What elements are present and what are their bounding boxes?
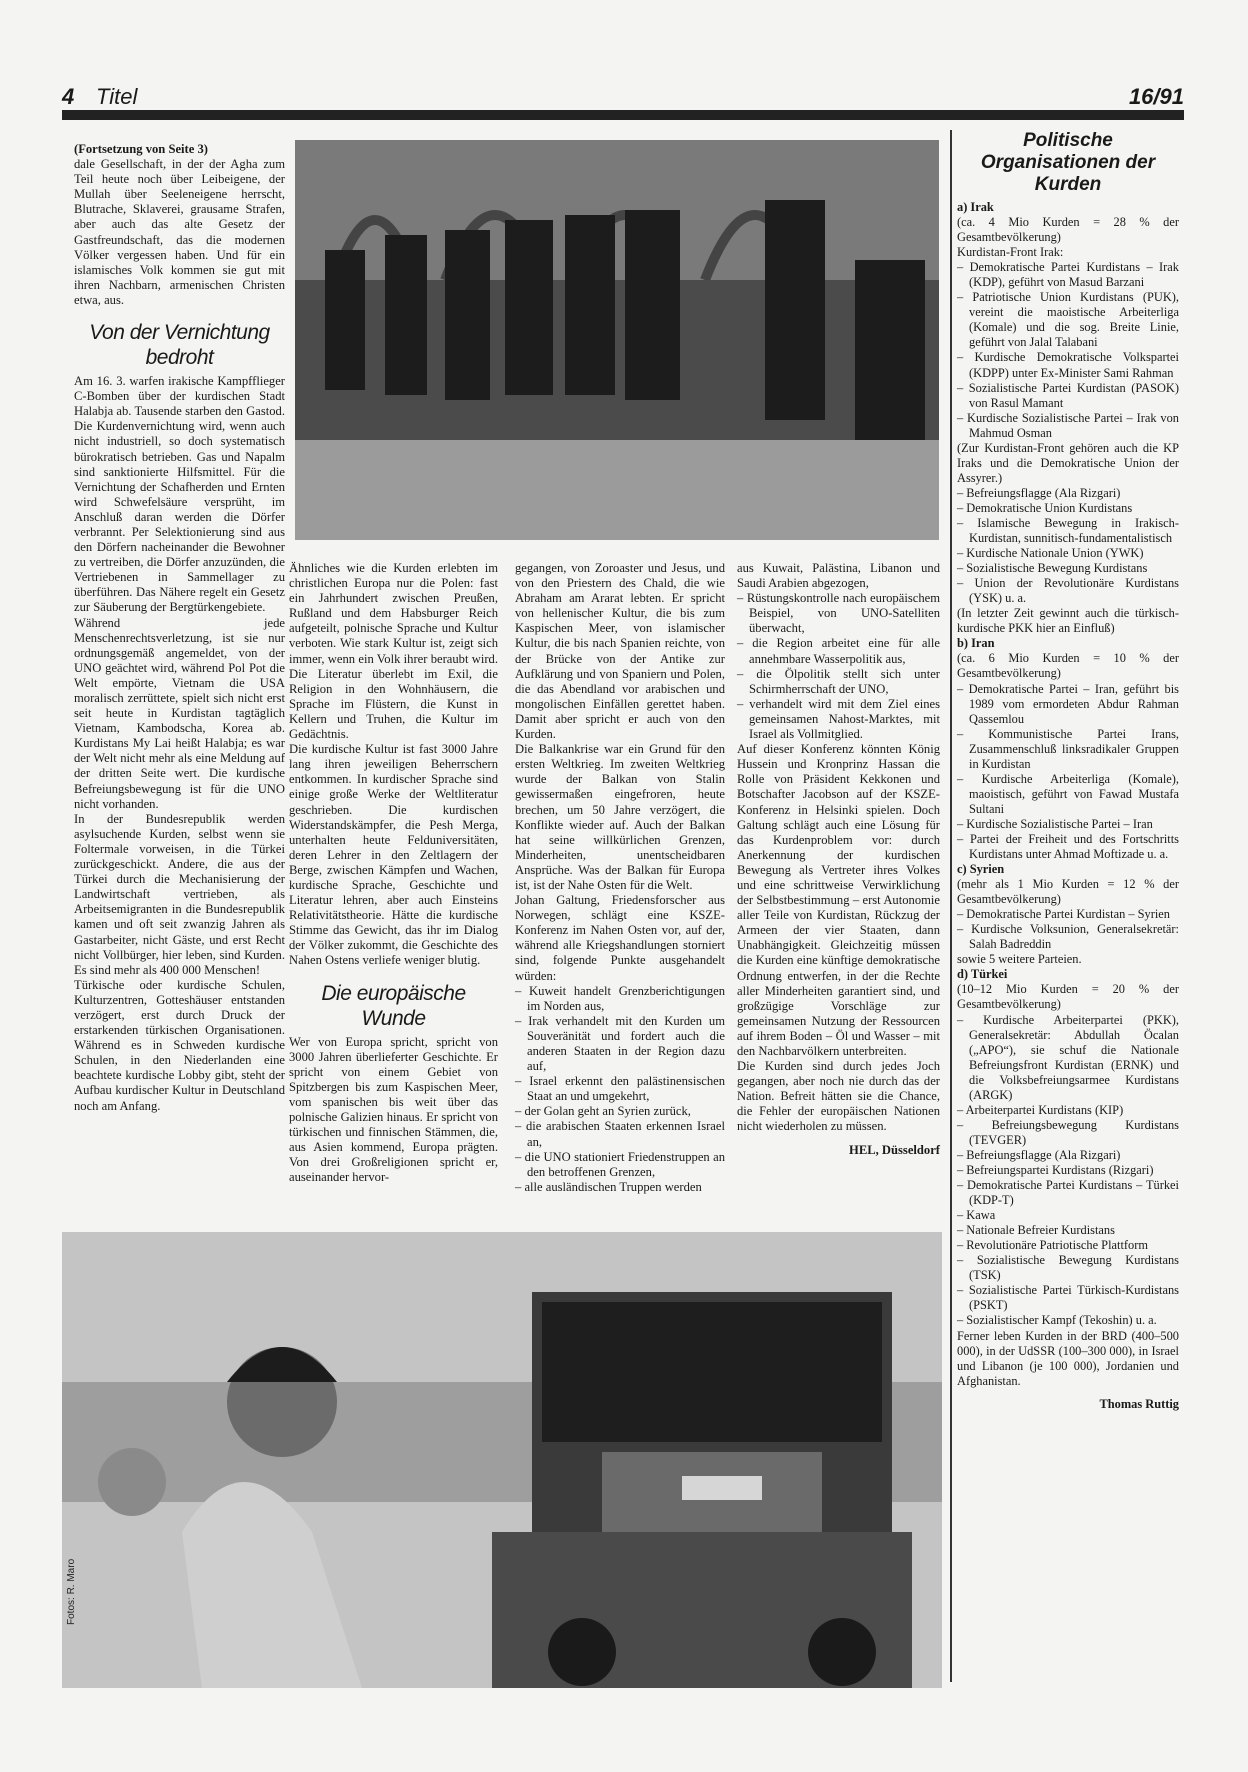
list-item: – Demokratische Partei – Iran, geführt bis 1989 vom ermordeten Abdur Rahman Qassemlou: [957, 681, 1179, 726]
list-item: – Union der Revolutionäre Kurdistans (YSK) u. a.: [957, 576, 1179, 606]
paragraph: Die kurdische Kultur ist fast 3000 Jahre lang ihren jeweiligen Beherrschern entkommen. In kurdischer Sprache sind einige große Werke der Weltliteratur geschrieben. Die kurdischen Widerstandskämpfer, die Pesh Merga, unterhalten heute Felduniversitäten, deren Lehrer in den Zeltlagern der Berge, zwischen Kämpfen und Wachen, kurdische Sprache, Geschichte und Literatur lehren, aber auch Einsteins Relativitätstheorie. Hätte die kurdische Stimme das Gewicht, das ihr im Dialog der Völker zukommt, die Geschichte des Nahen Ostens verliefe weniger blutig.: [289, 742, 498, 968]
photo-credit: Fotos: R. Maro: [66, 1558, 77, 1625]
list-item: – Befreiungspartei Kurdistans (Rizgari): [957, 1163, 1154, 1177]
list-item: – Sozialistische Partei Kurdistan (PASOK) von Rasul Mamant: [957, 380, 1179, 410]
irak-other-list: [957, 486, 1179, 606]
list-item: – Kurdische Arbeiterpartei (PKK), Generalsekretär: Abdullah Öcalan („APO“), sie schuf die Nationale Befreiungsfront Kurdistan (ERNK) und die Volksbefreiungsarmee Kurdistans (ARGK): [957, 1012, 1179, 1102]
sidebar-divider: [950, 130, 952, 1682]
list-item: – Befreiungsflagge (Ala Rizgari): [957, 485, 1121, 500]
list-item: – Israel erkennt den palästinensischen Staat an und umgekehrt,: [515, 1074, 725, 1104]
list-item: – Patriotische Union Kurdistans (PUK), vereint die maoistische Arbeiterliga (Komale) und die sog. Breite Linie, geführt von Jalal Talabani: [957, 290, 1179, 350]
continuation-note: (Fortsetzung von Seite 3): [74, 142, 208, 156]
prayer-scene-image: [295, 140, 939, 540]
list-item: – Sozialistische Partei Türkisch-Kurdistans (PSKT): [957, 1283, 1179, 1313]
paragraph: In der Bundesrepublik werden asylsuchende Kurden, selbst wenn sie Foltermale vorweisen, in die Türkei zurückgeschickt. Andere, die aus der Türkei durch die Mechanisierung der Landwirtschaft vertrieben, als Arbeitsemigranten in die Bundesrepublik kamen und oft seit zwanzig Jahren als Gastarbeiter, nicht Gäste, und erst Recht nicht Vollbürger, hier leben, sind Kurden. Es sind mehr als 400 000 Menschen!: [74, 811, 285, 977]
note: sowie 5 weitere Parteien.: [957, 952, 1082, 967]
list-item: – die UNO stationiert Friedenstruppen an den betroffenen Grenzen,: [515, 1149, 725, 1179]
column-3: [515, 561, 725, 1195]
sidebar-title: Politische Organisationen der Kurden: [980, 130, 1156, 195]
list-item: – Kurdische Volksunion, Generalsekretär: Salah Badreddin: [957, 922, 1179, 952]
list-item: – Revolutionäre Patriotische Plattform: [957, 1238, 1148, 1253]
paragraph: aus Kuwait, Palästina, Libanon und Saudi Arabien abgezogen,: [737, 561, 940, 591]
paragraph: Die Kurden sind durch jedes Joch gegangen, aber noch nie durch das der Nation. Befreit hätten sie die Chance, die Fehler der europäischen Nationen nicht wiederholen zu müssen.: [737, 1059, 940, 1134]
section-title: Titel: [96, 84, 138, 109]
paragraph: Auf dieser Konferenz könnten König Hussein und Kronprinz Hassan die Rolle von Präsident Kekkonen und Botschafter Jacobson auf der KSZE-Konferenz in Helsinki spielen. Doch Galtung schlägt auch eine Lösung für das Kurdenproblem vor: durch Anerkennung der kurdischen Bewegung als Vertreter ihres Volkes und eine schrittweise Verwirklichung der Selbstbestimmung – erst Autonomie aller Teile von Kurdistan, Rückzug der Armeen der vier Staaten, dann Unabhängigkeit. Gleichzeitig müssen die Kurden eine künftige demokratische Ordnung entwerfen, in der die Rechte aller Minderheiten garantiert sind, und großzügige Vorschläge zur gemeinsamen Nutzung der Ressourcen auf ihrem Boden – Öl und Wasser – mit den Nachbarvölkern unterbreiten.: [737, 742, 940, 1058]
paragraph: Ähnliches wie die Kurden erlebten im christlichen Europa nur die Polen: fast ein Jahrhundert zwischen Preußen, Rußland und dem Habsburger Reich aufgeteilt, polnische Sprache und Kultur verboten. Wie stark Kultur ist, zeigt sich immer, wenn ein Volk ihrer beraubt wird. Die Literatur überlebt im Exil, die Religion in den Wohnhäusern, die Sprache im Flüstern, die Kunst in Kellern und Truhen, die Kultur im Gedächtnis.: [289, 561, 498, 742]
page-number: 4: [62, 84, 75, 109]
column-4: [737, 561, 940, 1158]
list-item: – Demokratische Partei Kurdistan – Syrien: [957, 907, 1171, 922]
list-item: – die Ölpolitik stellt sich unter Schirmherrschaft der UNO,: [737, 666, 940, 696]
list-item: – Befreiungsflagge (Ala Rizgari): [957, 1147, 1121, 1162]
header-rule: [62, 110, 1184, 120]
list-item: – Demokratische Partei Kurdistans – Türkei (KDP-T): [957, 1178, 1179, 1208]
list-item: – der Golan geht an Syrien zurück,: [515, 1104, 691, 1119]
paragraph: Am 16. 3. warfen irakische Kampfflieger C-Bomben über der kurdischen Stadt Halabja ab. Tausende starben den Gastod. Die Kurdenvernichtung wird, wenn auch nicht industriell, so doch systematisch bürokratisch betrieben. Gas und Napalm sind sanktionierte Hilfsmittel. Für die Vernichtung der Schafherden und Ernten wird Schwefelsäure versprüht, im Anschluß daran werden die Dörfer verbrannt. Per Selektionierung sind aus den Dörfern nacheinander die Bewohner zu vertreiben, die Dörfer anzuzünden, die Vertriebenen in Sammellager zu überführen. Das Nähere regelt ein Gesetz zur Säuberung der Bergtürkengebiete.: [74, 374, 285, 615]
list-item: – Kuweit handelt Grenzberichtigungen im Norden aus,: [515, 983, 725, 1013]
note: (Zur Kurdistan-Front gehören auch die KP Iraks und die Demokratische Union der Assyrer.): [957, 440, 1179, 485]
paragraph: Johan Galtung, Friedensforscher aus Norwegen, schlägt eine KSZE-Konferenz im Nahen Osten vor, auf der, während alle Kriegshandlungen storniert sind, folgende Punkte ausgehandelt würden:: [515, 893, 725, 983]
list-item: – die arabischen Staaten erkennen Israel an,: [515, 1119, 725, 1149]
proposal-list-cont: [737, 591, 940, 742]
list-item: – Irak verhandelt mit den Kurden um Souveränität und fordert auch die anderen Staaten in der Region dazu auf,: [515, 1013, 725, 1074]
column-1: [74, 142, 285, 1114]
list-item: – Arbeiterpartei Kurdistans (KIP): [957, 1102, 1124, 1117]
list-item: – Kurdische Nationale Union (YWK): [957, 546, 1144, 561]
list-item: – Kurdische Sozialistische Partei – Iran: [957, 816, 1153, 831]
subheading: Von der Vernichtung bedroht: [89, 321, 270, 370]
paragraph: Wer von Europa spricht, spricht von 3000 Jahren überlieferter Geschichte. Er spricht von einem Gebiet von Spitzbergen bis zum Kaspischen Meer, vom spanischen bis weit über das polnische Galizien hinaus. Er spricht von türkischen und finnischen Stämmen, die, aus Asien kommend, Europa prägten. Von drei Großreligionen spricht er, auseinander hervor-: [289, 1034, 498, 1185]
page-header: [62, 84, 1184, 110]
issue-number: 16/91: [1128, 84, 1184, 109]
proposal-list: [515, 984, 725, 1195]
sidebar: [957, 130, 1179, 1412]
list-item: – Kommunistische Partei Irans, Zusammenschluß linksradikaler Gruppen in Kurdistan: [957, 726, 1179, 771]
list-item: – Partei der Freiheit und des Fortschritts Kurdistans unter Ahmad Moftizade u. a.: [957, 831, 1179, 862]
author-signature: HEL, Düsseldorf: [849, 1142, 940, 1157]
paragraph: Türkische oder kurdische Schulen, Kulturzentren, Gotteshäuser entstanden verzögert, erst durch Druck der erstarkenden türkischen Organisationen. Während es in Schweden kurdische Schulen, in den Niederlanden eine beachtete kurdische Lobby gibt, steht der Aufbau kurdischer Kultur in Deutschland noch am Anfang.: [74, 977, 285, 1113]
population-note: (mehr als 1 Mio Kurden = 12 % der Gesamtbevölkerung): [957, 877, 1179, 907]
list-item: – Kurdische Arbeiterliga (Komale), maoistisch, geführt von Fawad Mustafa Sultani: [957, 771, 1179, 816]
region-heading: c) Syrien: [957, 862, 1005, 877]
irak-front-list: [957, 260, 1179, 441]
photo-prayer: [295, 140, 939, 540]
subheading: Die europäische Wunde: [321, 981, 466, 1030]
paragraph: Die Balkankrise war ein Grund für den ersten Weltkrieg. Im zweiten Weltkrieg wurde der Balkan von Stalin gewissermaßen eingefroren, heute brechen, um 50 Jahre verzögert, die Konflikte wieder auf. Auch der Balkan hat seine willkürlichen Grenzen, Minderheiten, unentscheidbaren Ansprüche. Was der Balkan für Europa ist, ist der Nahe Osten für die Welt.: [515, 742, 725, 892]
note: (In letzter Zeit gewinnt auch die türkisch-kurdische PKK hier an Einfluß): [957, 606, 1179, 636]
region-heading: a) Irak: [957, 200, 994, 214]
list-item: – Rüstungskontrolle nach europäischem Beispiel, von UNO-Satelliten überwacht,: [737, 591, 940, 636]
list-item: – Demokratische Union Kurdistans: [957, 500, 1133, 515]
list-item: – Sozialistische Bewegung Kurdistans (TSK): [957, 1253, 1179, 1283]
list-item: – Kurdische Demokratische Volkspartei (KDPP) unter Ex-Minister Sami Rahman: [957, 350, 1179, 380]
region-heading: d) Türkei: [957, 967, 1008, 982]
truck-scene-image: [62, 1232, 942, 1688]
list-item: – Sozialistische Bewegung Kurdistans: [957, 561, 1148, 576]
population-note: (ca. 6 Mio Kurden = 10 % der Gesamtbevölkerung): [957, 651, 1179, 681]
list-item: – verhandelt wird mit dem Ziel eines gemeinsamen Nahost-Marktes, mit Israel als Vollmitglied.: [737, 696, 940, 742]
paragraph: gegangen, von Zoroaster und Jesus, und von den Priestern des Chald, die wie Abraham am Ararat lebten. Er spricht von hellenischer Kultur, die bis zum Kaspischen Meer, von islamischer Kultur, die bis nach Spanien reichte, von der Brücke von der Antike zur Aufklärung und von Spaniern und Polen, die das Abendland vor arabischen und mongolischen Einfällen gerettet haben. Damit aber spricht er auch von den Kurden.: [515, 561, 725, 742]
list-item: – Befreiungsbewegung Kurdistans (TEVGER): [957, 1117, 1179, 1147]
list-item: – Nationale Befreier Kurdistans: [957, 1223, 1115, 1238]
population-note: (10–12 Mio Kurden = 20 % der Gesamtbevölkerung): [957, 982, 1179, 1012]
list-item: – die Region arbeitet eine für alle annehmbare Wasserpolitik aus,: [737, 636, 940, 666]
list-item: – Kawa: [957, 1208, 996, 1223]
column-2: [289, 561, 498, 1185]
list-item: – Sozialistischer Kampf (Tekoshin) u. a.: [957, 1313, 1157, 1328]
population-note: (ca. 4 Mio Kurden = 28 % der Gesamtbevölkerung): [957, 215, 1179, 245]
author-signature: Thomas Ruttig: [1099, 1396, 1179, 1411]
photo-truck: [62, 1232, 942, 1688]
note: Ferner leben Kurden in der BRD (400–500 000), in der UdSSR (100–300 000), in Israel und Libanon (je 100 000), Jordanien und Afghanistan.: [957, 1328, 1179, 1388]
front-label: Kurdistan-Front Irak:: [957, 245, 1064, 260]
paragraph: dale Gesellschaft, in der der Agha zum Teil heute noch über Leibeigene, der Mullah über Seeleneigene herrscht, Blutrache, Sklaverei, grausame Strafen, aber auch das alte Gesetz der Gastfreundschaft, das die modernen Völker vergessen haben. Und für ein islamisches Volk kommen sie gut mit ihren Nachbarn, armenischen Christen etwa, aus.: [74, 157, 285, 307]
tuerkei-list: [957, 1013, 1179, 1329]
list-item: – Demokratische Partei Kurdistans – Irak (KDP), geführt von Masud Barzani: [957, 260, 1179, 290]
syrien-list: [957, 907, 1179, 952]
list-item: – Kurdische Sozialistische Partei – Irak von Mahmud Osman: [957, 410, 1179, 440]
iran-list: [957, 682, 1179, 863]
list-item: – Islamische Bewegung in Irakisch-Kurdistan, sunnitisch-fundamentalistisch: [957, 515, 1179, 546]
list-item: – alle ausländischen Truppen werden: [515, 1179, 702, 1194]
region-heading: b) Iran: [957, 636, 995, 651]
paragraph: Während jede Menschenrechtsverletzung, ist sie nur ordnungsgemäß angemeldet, von der UNO geächtet wird, während Pol Pot die Welt empörte, Vietnam die USA moralisch zerrüttete, spielt sich nicht erst seit heute in Kurdistan tagtäglich Vietnam, Kambodscha, Korea ab. Kurdistans My Lai heißt Halabja; es war der Welt nicht mehr als eine Meldung auf der dritten Seite wert. Die kurdische Befreiungsbewegung ist für die UNO nicht vorhanden.: [74, 615, 285, 811]
